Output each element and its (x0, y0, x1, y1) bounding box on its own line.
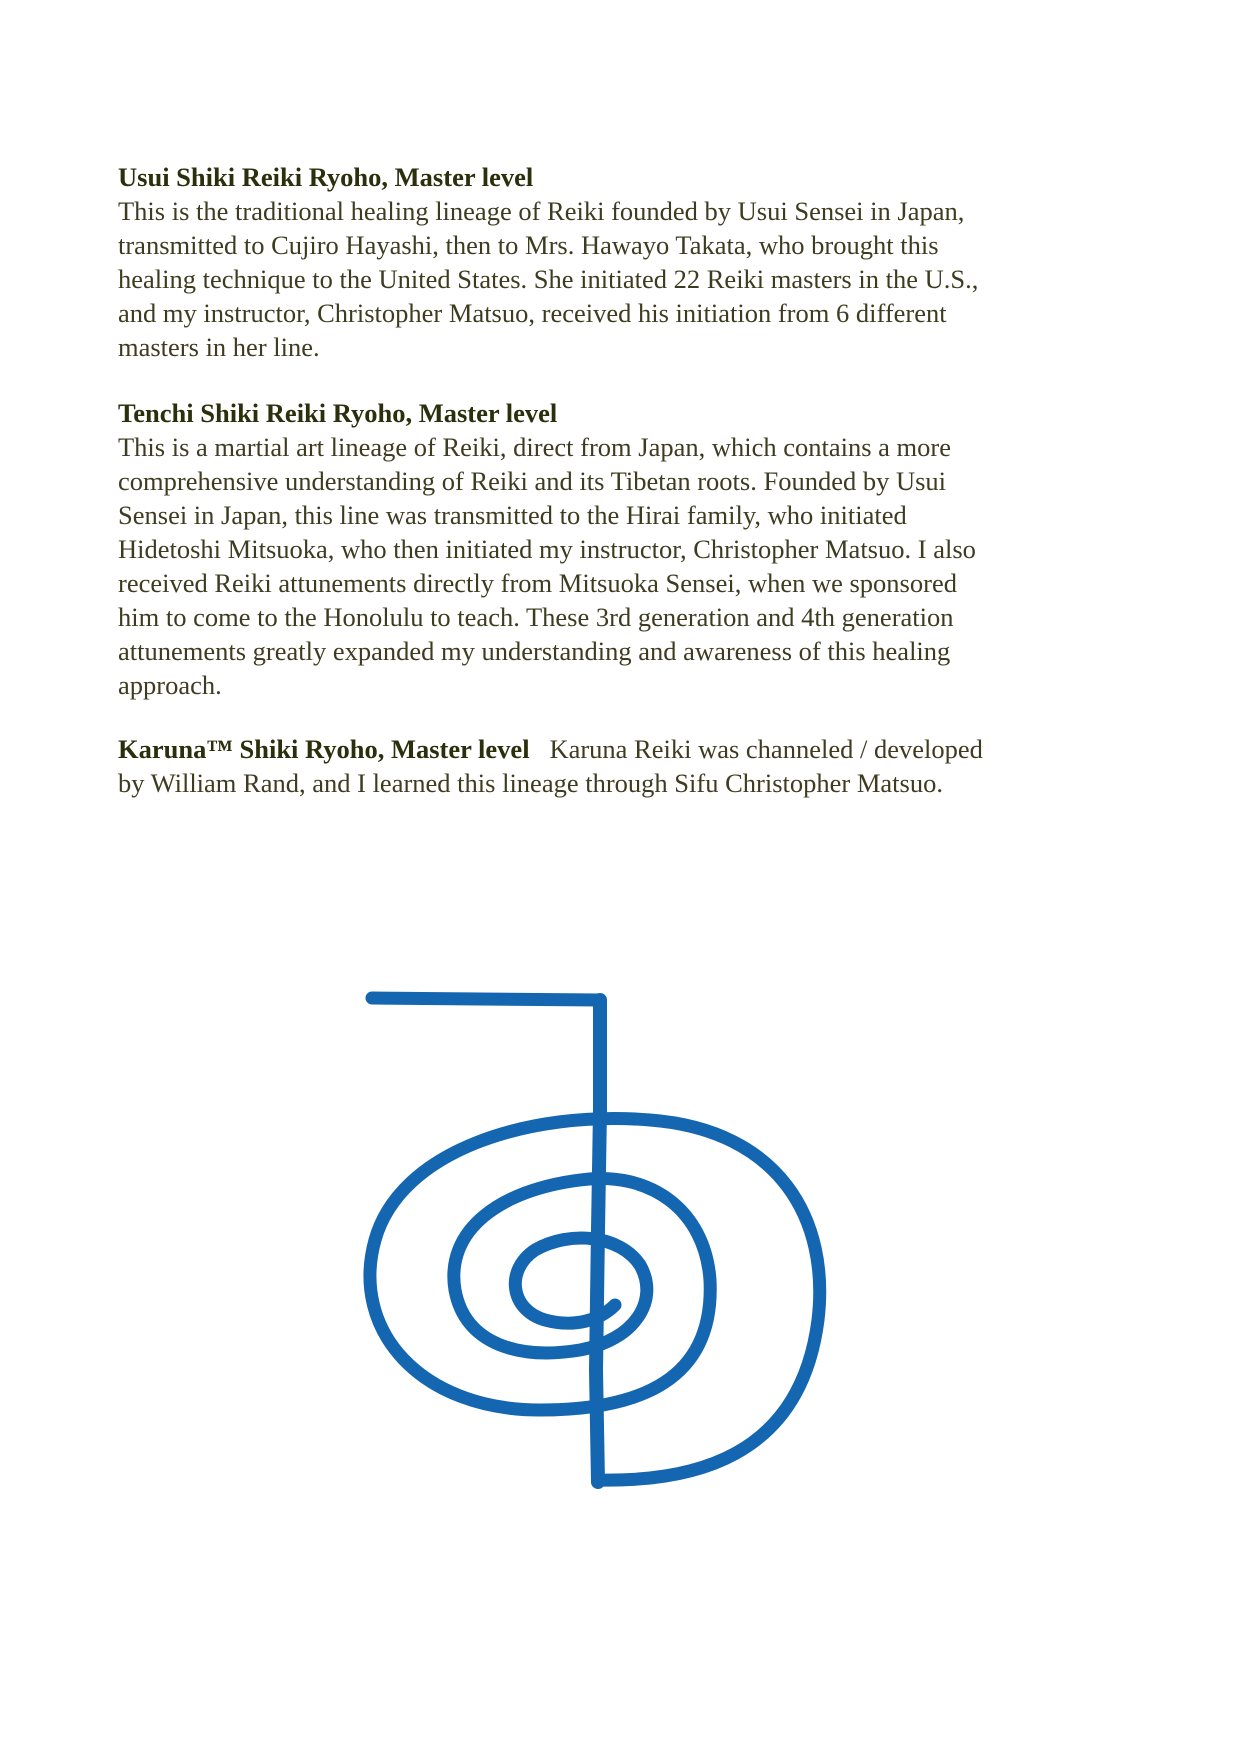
section-heading: Tenchi Shiki Reiki Ryoho, Master level (118, 398, 558, 428)
body-line: This is a martial art lineage of Reiki, direct from Japan, which contains a more (118, 432, 952, 462)
body-line: attunements greatly expanded my understanding and awareness of this healing (118, 636, 951, 666)
body-line: masters in her line. (118, 332, 320, 362)
first-line (118, 732, 1128, 766)
body-line: This is the traditional healing lineage of Reiki founded by Usui Sensei in Japan, (118, 196, 965, 226)
section-tenchi (118, 396, 1128, 702)
inline-body-spacer (530, 734, 550, 764)
body-line: transmitted to Cujiro Hayashi, then to Mrs. Hawayo Takata, who brought this (118, 230, 939, 260)
section-heading: Karuna™ Shiki Ryoho, Master level (118, 734, 530, 764)
body-line: approach. (118, 670, 222, 700)
body-line: and my instructor, Christopher Matsuo, received his initiation from 6 different (118, 298, 947, 328)
symbol-top-stroke (372, 998, 600, 1000)
body-line: by William Rand, and I learned this lineage through Sifu Christopher Matsuo. (118, 768, 943, 798)
section-karuna (118, 732, 1128, 800)
body-line: Sensei in Japan, this line was transmitted to the Hirai family, who initiated (118, 500, 907, 530)
body-line: comprehensive understanding of Reiki and its Tibetan roots. Founded by Usui (118, 466, 947, 496)
body-line: Hidetoshi Mitsuoka, who then initiated my instructor, Christopher Matsuo. I also (118, 534, 976, 564)
section-usui (118, 160, 1128, 364)
cho-ku-rei-symbol-icon (360, 990, 880, 1510)
body-line: him to come to the Honolulu to teach. These 3rd generation and 4th generation (118, 602, 954, 632)
inline-body-text: Karuna Reiki was channeled / developed (549, 734, 983, 764)
body-line: healing technique to the United States. She initiated 22 Reiki masters in the U.S., (118, 264, 979, 294)
body-line: received Reiki attunements directly from Mitsuoka Sensei, when we sponsored (118, 568, 957, 598)
section-heading: Usui Shiki Reiki Ryoho, Master level (118, 162, 534, 192)
